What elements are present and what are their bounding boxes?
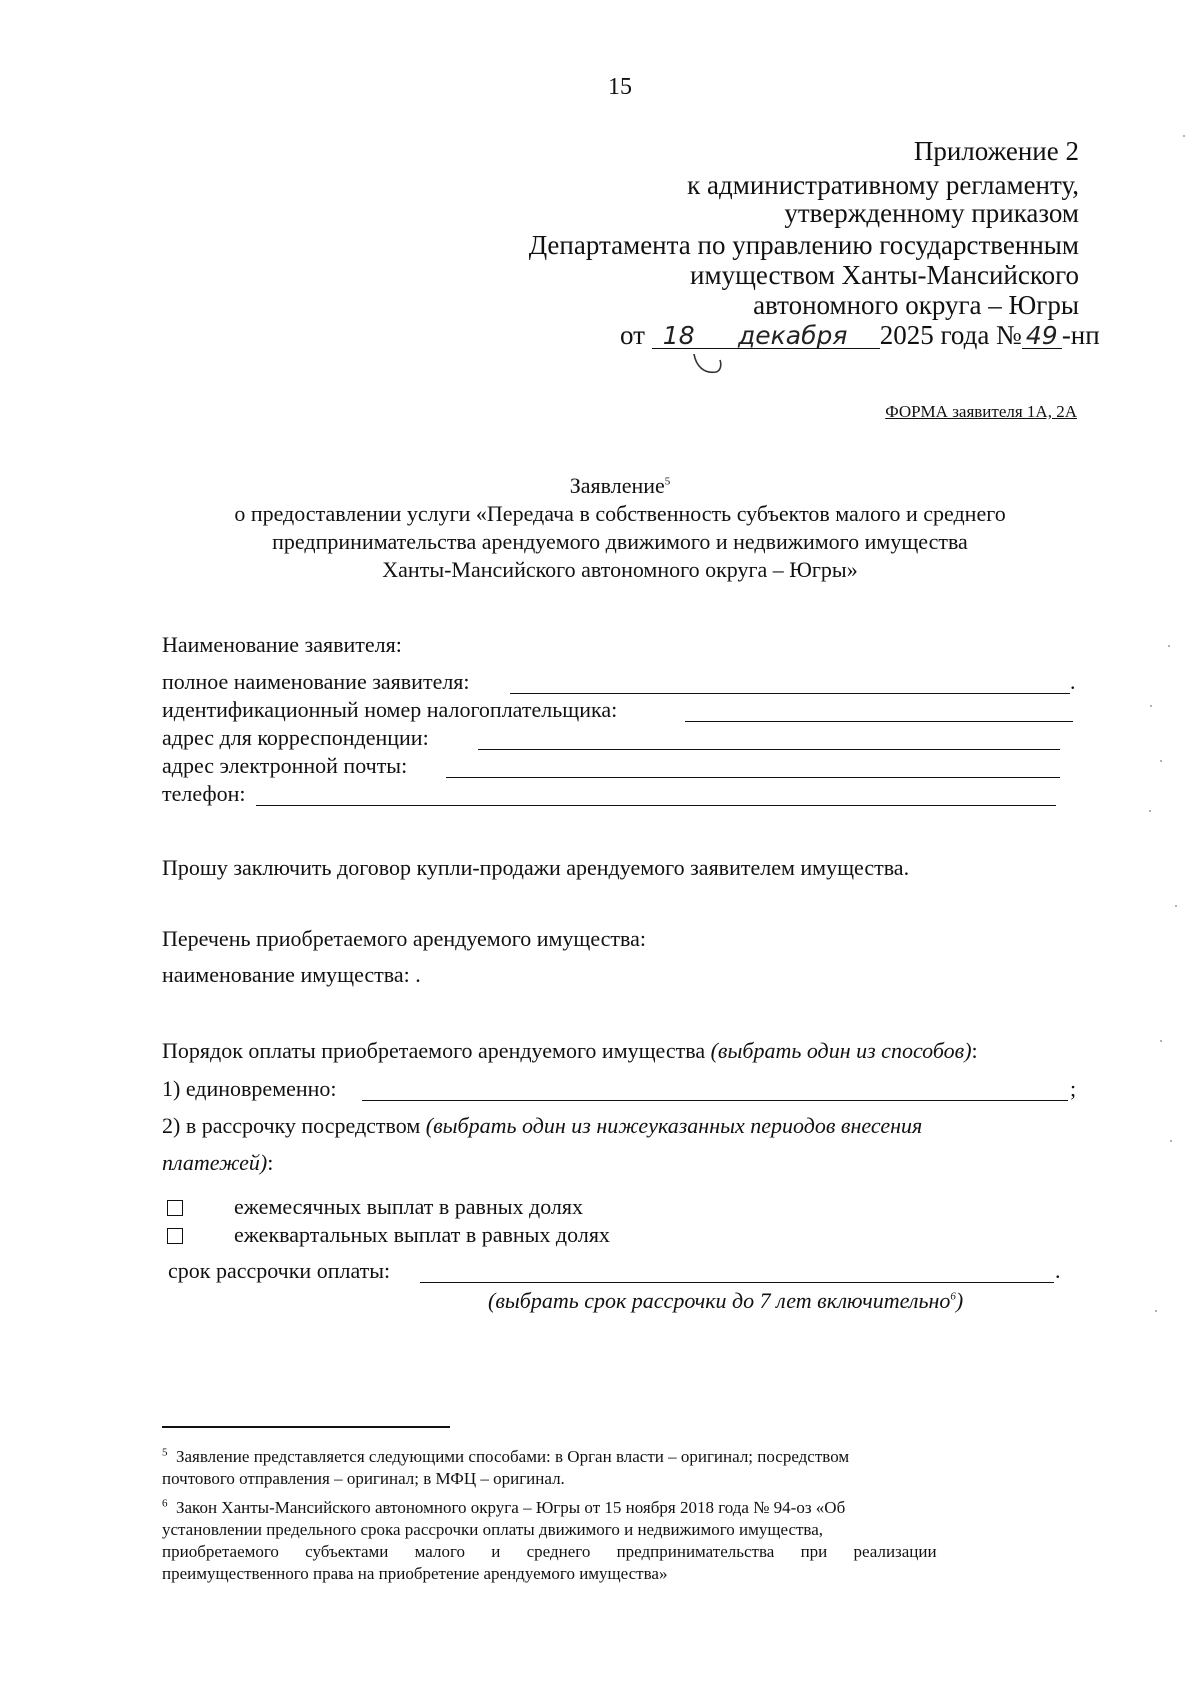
applicant-heading: Наименование заявителя:	[162, 632, 402, 657]
full-name-end: .	[1070, 669, 1076, 694]
form-reference: ФОРМА заявителя 1А, 2А	[885, 402, 1077, 421]
doc-number-suffix: -нп	[1061, 320, 1100, 350]
annex-date-line	[620, 318, 1100, 353]
monthly-checkbox[interactable]	[167, 1200, 183, 1216]
footnote-6-line-2: установлении предельного срока рассрочки оплаты движимого и недвижимого имущества,	[162, 1520, 824, 1539]
date-year-text: 2025 года №	[879, 320, 1022, 350]
doc-number-handwritten: 49	[1025, 321, 1058, 350]
term-field[interactable]	[420, 1282, 1054, 1283]
footnote-5-text-1: Заявление представляется следующими способами: в Орган власти – оригинал; посредством	[176, 1447, 850, 1466]
option2-colon: :	[267, 1150, 274, 1175]
document-title	[0, 472, 1200, 500]
inn-field[interactable]	[685, 721, 1073, 722]
full-name-label: полное наименование заявителя:	[162, 669, 470, 694]
date-month-field	[706, 318, 880, 353]
option2-note-2: платежей)	[162, 1150, 268, 1175]
quarterly-label: ежеквартальных выплат в равных долях	[234, 1222, 610, 1247]
option2-label-line	[162, 1113, 922, 1139]
email-field[interactable]	[446, 777, 1060, 778]
term-note	[488, 1288, 963, 1314]
address-field[interactable]	[478, 749, 1060, 750]
title-heading: Заявление	[569, 473, 665, 498]
term-end: .	[1055, 1258, 1061, 1283]
annex-line-3: утвержденному приказом	[784, 198, 1079, 228]
full-name-field[interactable]	[510, 693, 1070, 694]
option2-label: 2) в рассрочку посредством	[162, 1113, 421, 1138]
term-note-close: )	[955, 1288, 964, 1313]
page-number: 15	[608, 74, 632, 100]
date-day-field	[652, 318, 706, 353]
option1-field[interactable]	[362, 1100, 1068, 1101]
monthly-label: ежемесячных выплат в равных долях	[234, 1194, 584, 1219]
property-heading: Перечень приобретаемого арендуемого имущества:	[162, 926, 646, 951]
date-month-handwritten: декабря	[737, 321, 848, 350]
footnote-6-text-1: Закон Ханты-Мансийского автономного округа – Югры от 15 ноября 2018 года № 94-оз «Об	[176, 1498, 846, 1517]
footnote-separator	[162, 1426, 450, 1428]
property-name-line: наименование имущества: .	[162, 962, 421, 987]
option2-note-1: (выбрать один из нижеуказанных периодов внесения	[425, 1113, 923, 1138]
annex-line-1: Приложение 2	[913, 136, 1079, 166]
term-label: срок рассрочки оплаты:	[168, 1258, 391, 1283]
footnote-6-line-1	[162, 1497, 845, 1519]
option2-note-line-2	[162, 1150, 273, 1176]
signature-flourish	[690, 352, 730, 380]
payment-heading-note: (выбрать один из способов)	[710, 1038, 972, 1063]
footnote-6-mark: 6	[162, 1497, 168, 1510]
term-note-mark: 6	[950, 1290, 956, 1303]
title-line-3: Ханты-Мансийского автономного округа – Югры»	[382, 557, 858, 582]
annex-line-2: к административному регламенту,	[687, 170, 1079, 200]
option1-end: ;	[1070, 1076, 1077, 1101]
payment-heading-colon: :	[971, 1038, 978, 1063]
title-line-1: о предоставлении услуги «Передача в собственность субъектов малого и среднего	[234, 501, 1006, 526]
footnote-6-line-3: приобретаемого субъектами малого и среднего предпринимательства при реализации	[162, 1542, 937, 1561]
annex-line-4: Департамента по управлению государственным	[528, 230, 1079, 260]
footnote-5-line-1	[162, 1446, 1080, 1468]
request-text: Прошу заключить договор купли-продажи арендуемого заявителем имущества.	[162, 855, 910, 880]
address-label: адрес для корреспонденции:	[162, 725, 429, 750]
title-line-2: предпринимательства арендуемого движимого и недвижимого имущества	[272, 529, 968, 554]
phone-field[interactable]	[256, 805, 1056, 806]
phone-label: телефон:	[162, 781, 246, 806]
option1-label: 1) единовременно:	[162, 1076, 337, 1101]
annex-line-6: автономного округа – Югры	[753, 290, 1079, 320]
inn-label: идентификационный номер налогоплательщика:	[162, 697, 618, 722]
email-label: адрес электронной почты:	[162, 753, 408, 778]
doc-number-field	[1022, 318, 1062, 353]
date-day-handwritten: 18	[662, 321, 695, 350]
title-footnote-mark: 5	[664, 475, 671, 488]
footnote-5-line-2: почтового отправления – оригинал; в МФЦ – оригинал.	[162, 1469, 565, 1488]
footnote-6-line-4: преимущественного права на приобретение арендуемого имущества»	[162, 1564, 668, 1583]
payment-heading-text: Порядок оплаты приобретаемого арендуемого имущества	[162, 1038, 706, 1063]
annex-line-5: имуществом Ханты-Мансийского	[690, 260, 1079, 290]
quarterly-checkbox[interactable]	[167, 1228, 183, 1244]
term-note-text: (выбрать срок рассрочки до 7 лет включительно	[488, 1288, 951, 1313]
payment-heading	[162, 1038, 978, 1064]
footnote-5-mark: 5	[162, 1446, 168, 1459]
date-prefix: от	[620, 320, 645, 350]
